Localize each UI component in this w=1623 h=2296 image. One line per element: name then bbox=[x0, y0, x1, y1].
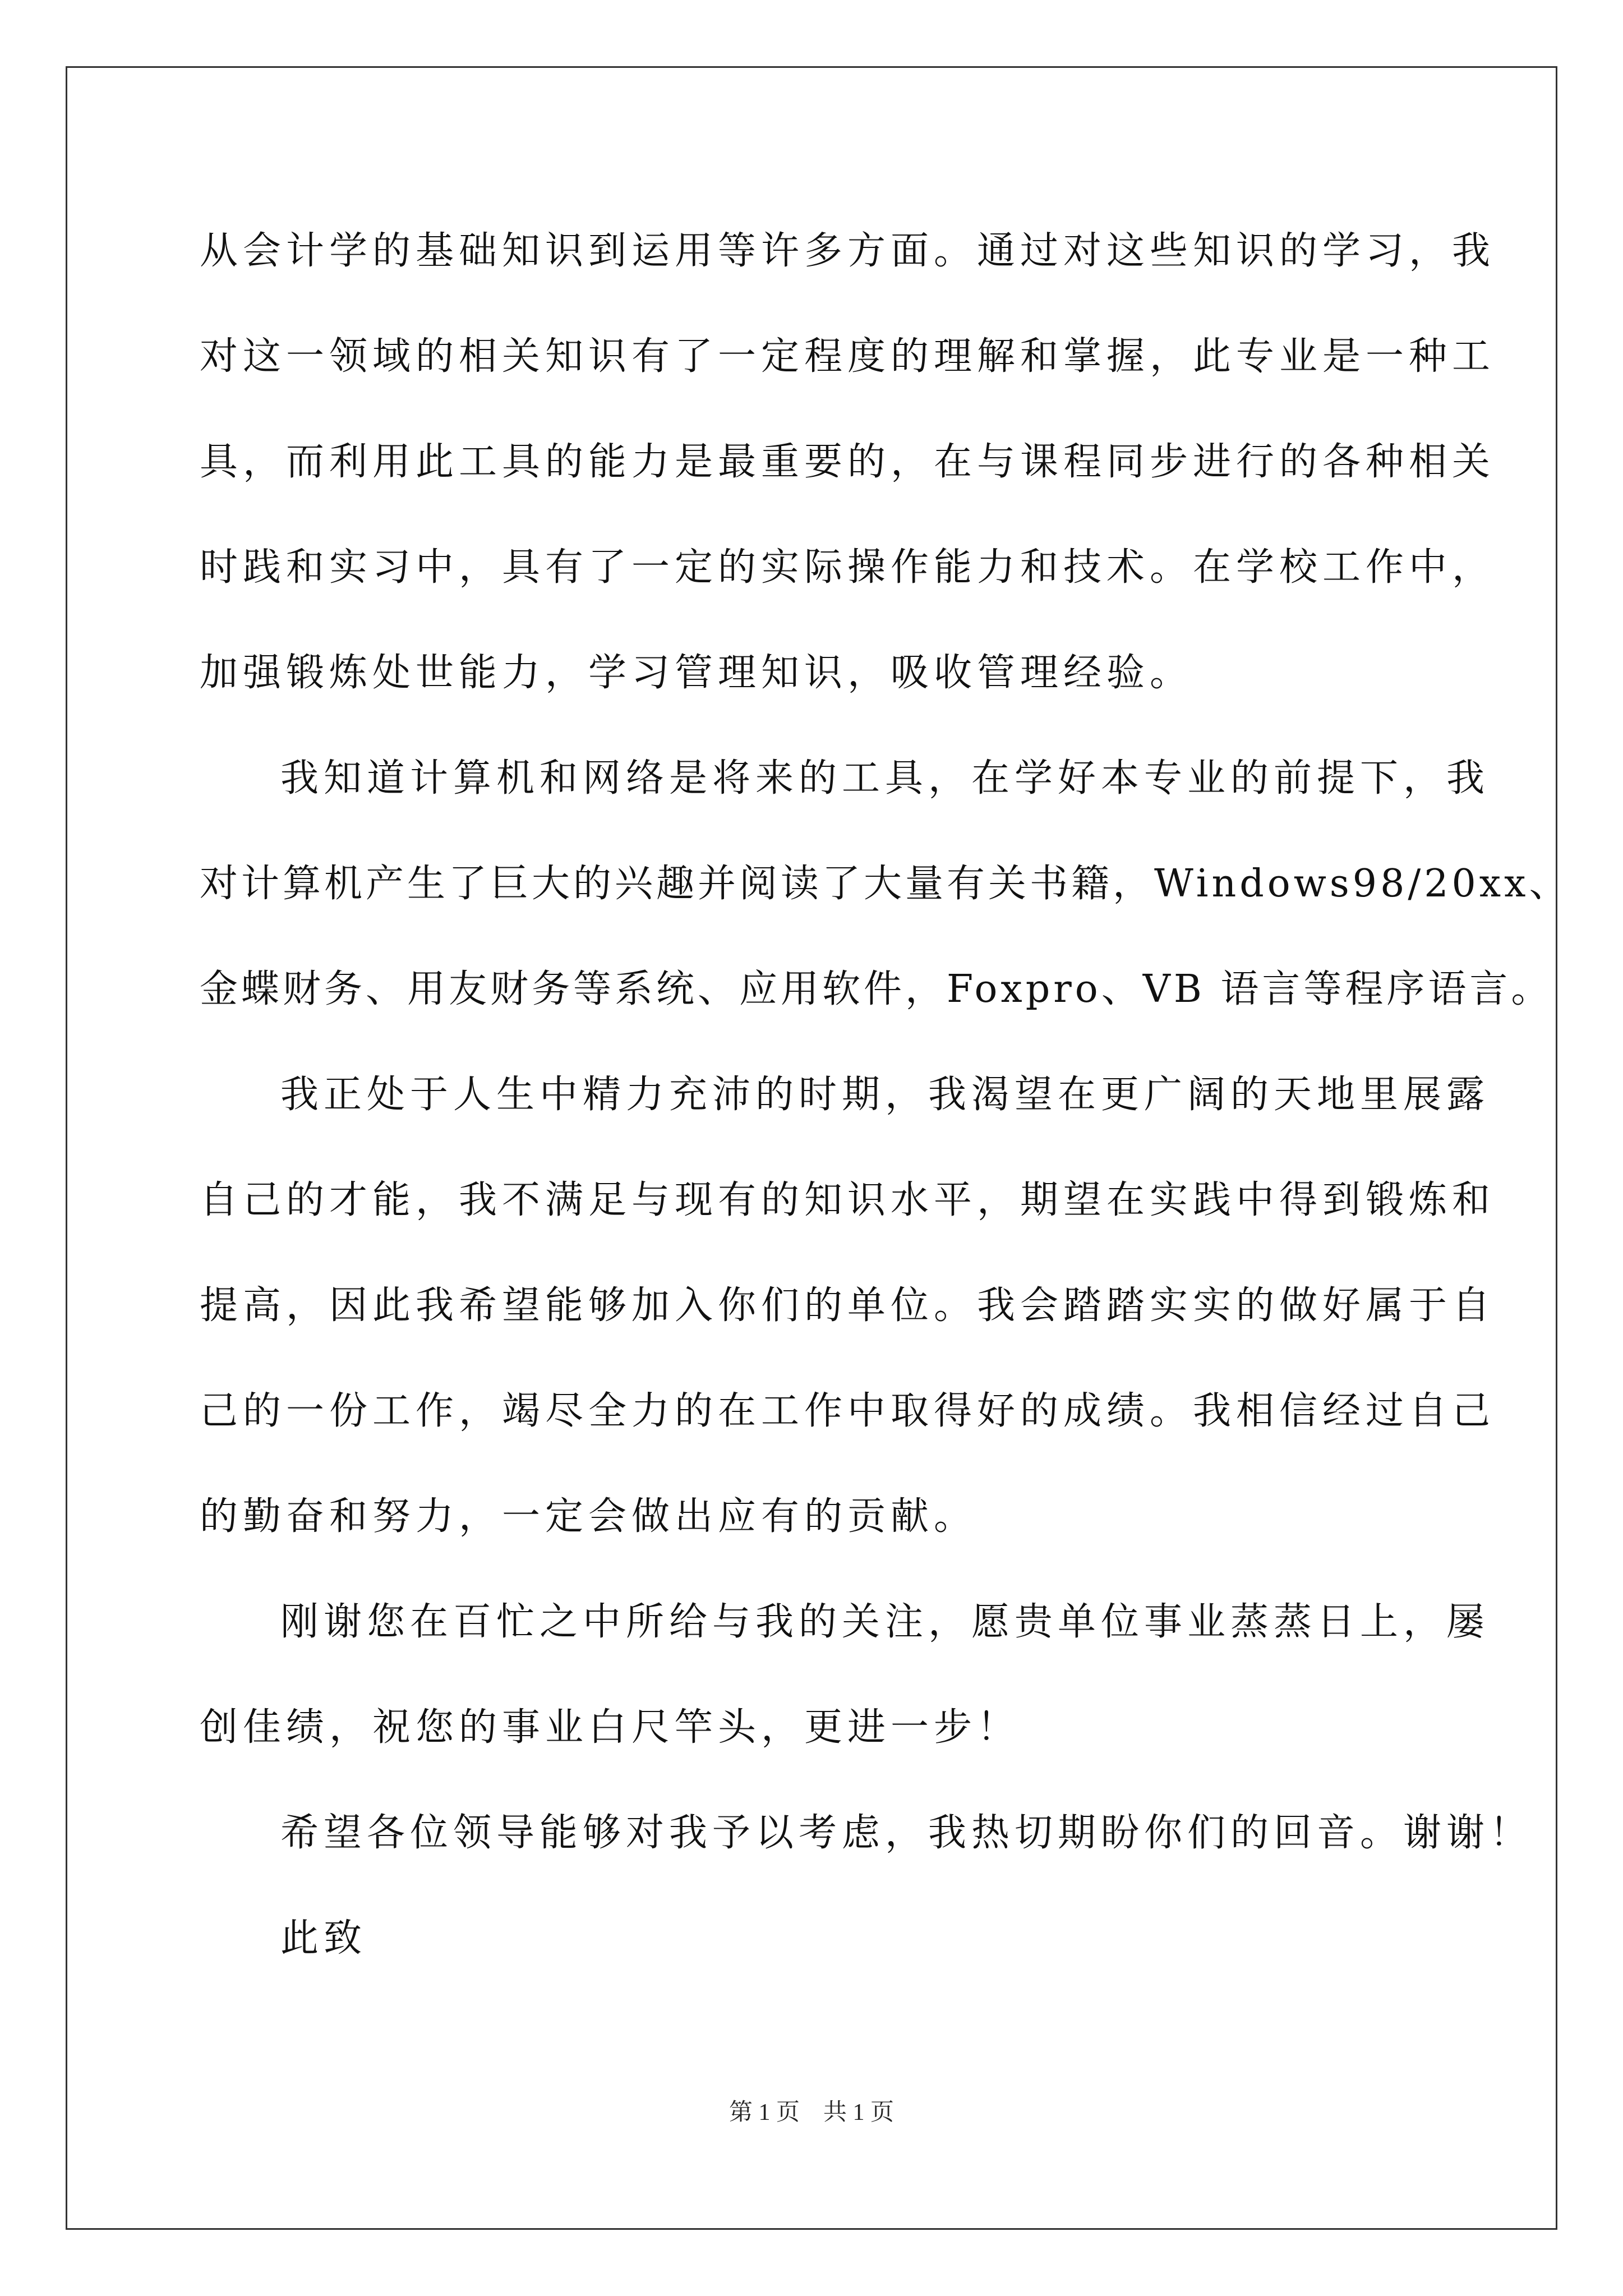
body-line: 对计算机产生了巨大的兴趣并阅读了大量有关书籍，Windows98/20xx、 bbox=[200, 862, 1571, 906]
body-line: 我正处于人生中精力充沛的时期，我渴望在更广阔的天地里展露 bbox=[280, 1073, 1490, 1117]
body-line: 己的一份工作，竭尽全力的在工作中取得好的成绩。我相信经过自己 bbox=[200, 1389, 1496, 1433]
body-line: 创佳绩，祝您的事业白尺竿头，更进一步！ bbox=[200, 1705, 1021, 1750]
body-line: 具，而利用此工具的能力是最重要的，在与课程同步进行的各种相关 bbox=[200, 440, 1496, 484]
body-line: 自己的才能，我不满足与现有的知识水平，期望在实践中得到锻炼和 bbox=[200, 1178, 1496, 1222]
page-footer: 第 1 页 共 1 页 bbox=[728, 2100, 894, 2125]
page-border bbox=[66, 66, 1557, 2230]
body-line: 此致 bbox=[280, 1916, 367, 1961]
body-line: 时践和实习中，具有了一定的实际操作能力和技术。在学校工作中， bbox=[200, 545, 1496, 590]
body-line: 刚谢您在百忙之中所给与我的关注，愿贵单位事业蒸蒸日上，屡 bbox=[280, 1600, 1490, 1644]
body-line: 金蝶财务、用友财务等系统、应用软件，Foxpro、VB 语言等程序语言。 bbox=[200, 967, 1553, 1011]
body-line: 加强锻炼处世能力，学习管理知识，吸收管理经验。 bbox=[200, 651, 1193, 695]
body-line: 对这一领域的相关知识有了一定程度的理解和掌握，此专业是一种工 bbox=[200, 334, 1496, 379]
body-line: 从会计学的基础知识到运用等许多方面。通过对这些知识的学习，我 bbox=[200, 229, 1496, 273]
body-line: 我知道计算机和网络是将来的工具，在学好本专业的前提下，我 bbox=[280, 756, 1490, 800]
body-line: 希望各位领导能够对我予以考虑，我热切期盼你们的回音。谢谢！ bbox=[280, 1811, 1533, 1855]
body-line: 的勤奋和努力，一定会做出应有的贡献。 bbox=[200, 1494, 978, 1539]
body-line: 提高，因此我希望能够加入你们的单位。我会踏踏实实的做好属于自 bbox=[200, 1283, 1496, 1328]
